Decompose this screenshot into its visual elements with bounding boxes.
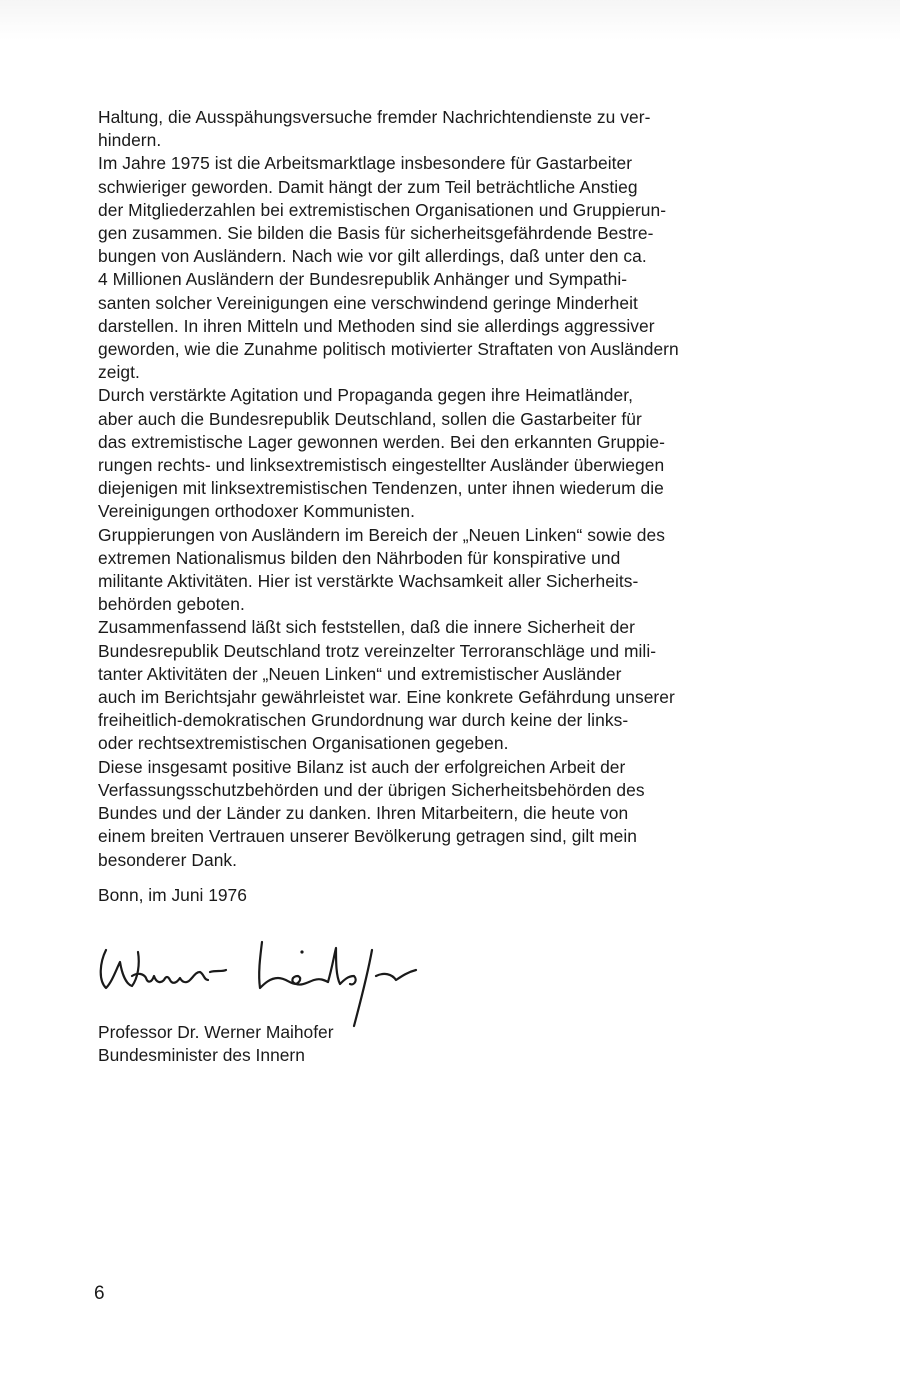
- body-line: Diese insgesamt positive Bilanz ist auch der erfolgreichen Arbeit der: [98, 756, 626, 777]
- body-line: behörden geboten.: [98, 594, 245, 615]
- body-line: bungen von Ausländern. Nach wie vor gilt allerdings, daß unter den ca.: [98, 246, 647, 267]
- body-line: auch im Berichtsjahr gewährleistet war. Eine konkrete Gefährdung unserer: [98, 687, 675, 708]
- body-line: geworden, wie die Zunahme politisch motivierter Straftaten von Ausländern: [98, 339, 679, 360]
- body-line: Zusammenfassend läßt sich feststellen, daß die innere Sicherheit der: [98, 617, 635, 638]
- body-line: hindern.: [98, 130, 162, 151]
- body-line: militante Aktivitäten. Hier ist verstärkte Wachsamkeit aller Sicherheits-: [98, 571, 639, 592]
- body-line: Haltung, die Ausspähungsversuche fremder Nachrichtendienste zu ver-: [98, 107, 651, 127]
- signer-title: Bundesminister des Innern: [98, 1045, 305, 1066]
- body-line: aber auch die Bundesrepublik Deutschland, sollen die Gastarbeiter für: [98, 408, 642, 429]
- body-line: einem breiten Vertrauen unserer Bevölkerung getragen sind, gilt mein: [98, 826, 637, 847]
- body-line: freiheitlich-demokratischen Grundordnung war durch keine der links-: [98, 710, 629, 731]
- body-line: Vereinigungen orthodoxer Kommunisten.: [98, 501, 416, 522]
- signer-block: [98, 1021, 334, 1068]
- body-line: santen solcher Vereinigungen eine verschwindend geringe Minderheit: [98, 292, 638, 313]
- body-line: oder rechtsextremistischen Organisationen gegeben.: [98, 733, 509, 754]
- body-line: Durch verstärkte Agitation und Propaganda gegen ihre Heimatländer,: [98, 385, 634, 406]
- body-line: Verfassungsschutzbehörden und der übrigen Sicherheitsbehörden des: [98, 779, 645, 800]
- body-line: gen zusammen. Sie bilden die Basis für sicherheitsgefährdende Bestre-: [98, 223, 654, 244]
- body-line: diejenigen mit linksextremistischen Tendenzen, unter ihnen wiederum die: [98, 478, 664, 499]
- body-line: Im Jahre 1975 ist die Arbeitsmarktlage insbesondere für Gastarbeiter: [98, 153, 633, 174]
- body-line: schwieriger geworden. Damit hängt der zum Teil beträchtliche Anstieg: [98, 176, 638, 197]
- body-line: extremen Nationalismus bilden den Nährboden für konspirative und: [98, 547, 621, 568]
- page-number: 6: [94, 1283, 105, 1304]
- body-line: zeigt.: [98, 362, 140, 383]
- body-line: tanter Aktivitäten der „Neuen Linken“ und extremistischer Ausländer: [98, 663, 622, 684]
- body-line: Bundes und der Länder zu danken. Ihren Mitarbeitern, die heute von: [98, 803, 629, 824]
- signer-name: Professor Dr. Werner Maihofer: [98, 1022, 334, 1042]
- body-line: Bundesrepublik Deutschland trotz vereinzelter Terroranschläge und mili-: [98, 640, 657, 661]
- body-line: der Mitgliederzahlen bei extremistischen Organisationen und Gruppierun-: [98, 199, 667, 220]
- place-date: Bonn, im Juni 1976: [98, 885, 247, 905]
- body-text: [98, 106, 788, 872]
- body-line: das extremistische Lager gewonnen werden. Bei den erkannten Gruppie-: [98, 431, 665, 452]
- scan-edge-shading: [0, 0, 900, 40]
- body-line: besonderer Dank.: [98, 849, 238, 870]
- body-line: Gruppierungen von Ausländern im Bereich der „Neuen Linken“ sowie des: [98, 524, 665, 545]
- handwritten-signature: [92, 932, 442, 1032]
- body-line: rungen rechts- und linksextremistisch eingestellter Ausländer überwiegen: [98, 455, 665, 476]
- body-line: 4 Millionen Ausländern der Bundesrepublik Anhänger und Sympathi-: [98, 269, 628, 290]
- body-line: darstellen. In ihren Mitteln und Methoden sind sie allerdings aggressiver: [98, 315, 655, 336]
